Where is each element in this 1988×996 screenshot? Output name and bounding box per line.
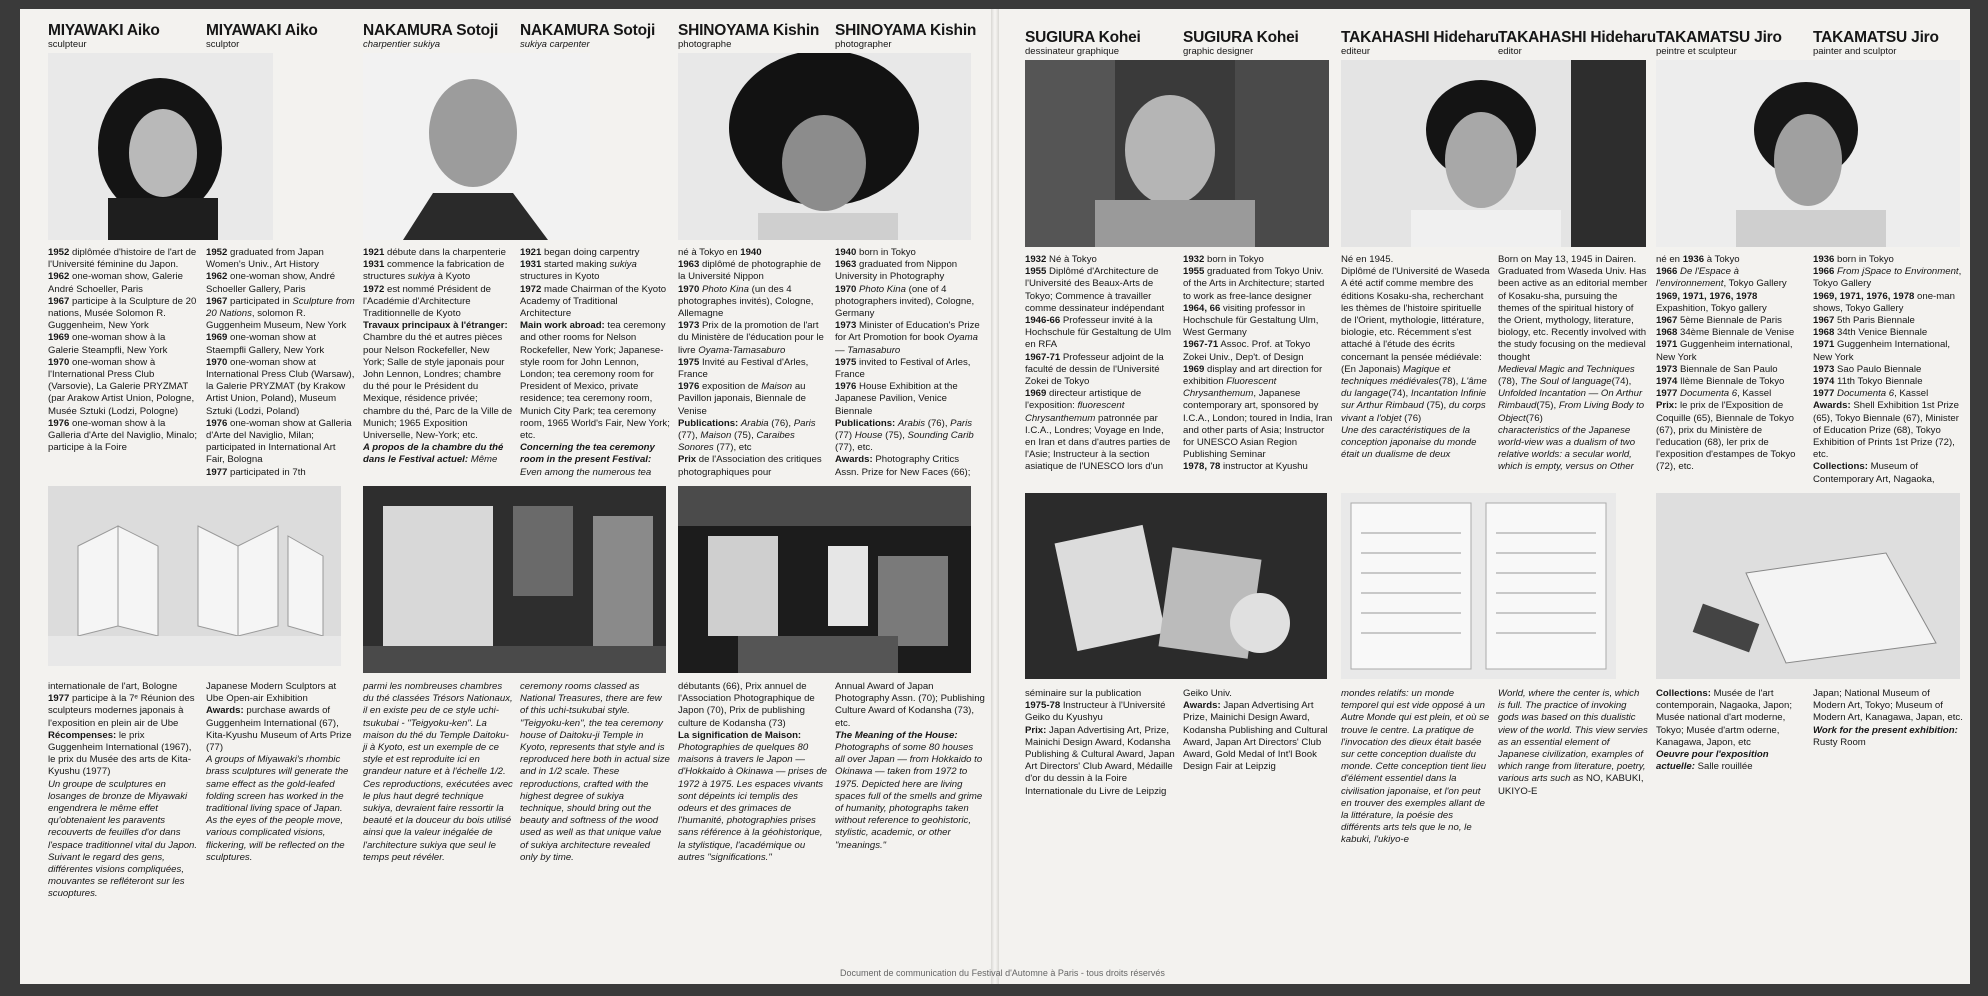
- artist-role: editor: [1498, 46, 1522, 57]
- artist-role: painter and sculptor: [1813, 46, 1897, 57]
- artist-en-heading-sugiura: [1183, 29, 1333, 57]
- artist-name: SHINOYAMA Kishin: [678, 22, 820, 39]
- bio-fr-top-shinoyama: né à Tokyo en 1940 1963 diplômé de photographie de la Université Nippon 1970 Photo Kina (un des 4 photographes invités), Cologne, Allemagne 1973 Prix de la promotion de l'art du Ministère de l'éducation pour le livre Oyama-Tamasaburo 1975 Invité au Festival d'Arles, France 1976 exposition de Maison au Pavillon japonais, Biennale de Venise Publications: Arabia (76), Paris (77), Maison (75), Caraibes Sonores (77), etc Prix de l'Association des critiques photographiques pour: [678, 247, 824, 478]
- artist-fr-heading-sugiura: [1025, 29, 1175, 57]
- portrait-takahashi: [1341, 60, 1646, 247]
- bio-fr-bottom-miyawaki: internationale de l'art, Bologne 1977 participe à la 7ᵉ Réunion des sculpteurs modernes japonais à l'exposition en plein air de Ube Récompenses: le prix Guggenheim International (1967), le prix du Musée des arts de Kita-Kyushu (1977) Un groupe de sculptures en losanges de bronze de Miyawaki engendrera le même effet qu'obtenaient les paravents recouverts de feuilles d'or dans l'espace traditionnel vital du Japon. Suivant le regard des gens, différentes visions compliquées, mouvantes se refléteront sur les scuoptures.: [48, 681, 198, 900]
- bio-fr-bottom-nakamura: parmi les nombreuses chambres du thé classées Trésors Nationaux, il en existe peu de ce style uchi-tsukubai - "Teigyoku-ken". La maison du thé du Temple Daitoku-ji à Kyoto, est un exemple de ce style et est reproduite ici en grandeur nature et à l'échelle 1/2. Ces reproductions, exécutées avec le plus haut degré technique sukiya, devraient faire ressortir la beauté et la douceur du bois utilisé ainsi que la valeur inégalée de l'architecture sukiya que seul le temps peut révéler.: [363, 681, 513, 863]
- artist-role: sculptor: [206, 39, 240, 50]
- portrait-miyawaki: [48, 53, 273, 240]
- artist-name: TAKAHASHI Hideharu: [1498, 29, 1657, 46]
- artist-fr-heading-nakamura: [363, 22, 513, 50]
- bio-fr-top-takamatsu: né en 1936 à Tokyo 1966 De l'Espace à l'environnement, Tokyo Gallery 1969, 1971, 1976, 1978 Expashition, Tokyo gallery 1967 5ème Biennale de Paris 1968 34ème Biennale de Venise 1971 Guggenheim international, New York 1973 Biennale de San Paulo 1974 Ilème Biennale de Tokyo 1977 Documenta 6, Kassel Prix: le prix de l'Exposition de Coquille (65), Biennale de Tokyo (67), prix du Ministère de l'education (68), ler prix de l'exposition d'estampes de Tokyo (72), etc.: [1656, 254, 1796, 473]
- artist-name: SUGIURA Kohei: [1025, 29, 1141, 46]
- artist-fr-heading-takamatsu: [1656, 29, 1806, 57]
- copyright-footer: Document de communication du Festival d'Automne à Paris - tous droits réservés: [840, 968, 1165, 978]
- artist-name: NAKAMURA Sotoji: [363, 22, 499, 39]
- artist-role: sculpteur: [48, 39, 87, 50]
- bio-en-bottom-nakamura: ceremony rooms classed as National Treasures, there are few of this uchi-tsukubai style. "Teigyoku-ken", the tea ceremony house of Daitoku-ji Temple in Kyoto, represents that style and is reproduced here both in actual size and in 1/2 scale. These reproductions, crafted with the highest degree of sukiya technique, should bring out the beauty and softness of the wood used as well as that unique value of sukiya architecture revealed only by time.: [520, 681, 670, 863]
- bio-fr-bottom-sugiura: séminaire sur la publication 1975-78 Instructeur à l'Université Geiko du Kyushyu Prix: Japan Advertising Art, Prize, Mainichi Design Award, Kodansha Publishing & Cultural Award, Japan Art Directors' Club Award, Médaille d'or du dessin à la Foire Internationale du Livre de Leipzig: [1025, 688, 1175, 797]
- portrait-shinoyama: [678, 53, 971, 240]
- bio-en-bottom-takamatsu: Japan; National Museum of Modern Art, Tokyo; Museum of Modern Art, Kanagawa, Japan, etc. Work for the present exhibition: Rusty Room: [1813, 688, 1963, 748]
- artist-fr-heading-shinoyama: [678, 22, 828, 50]
- artist-role: dessinateur graphique: [1025, 46, 1120, 57]
- artist-name: NAKAMURA Sotoji: [520, 22, 656, 39]
- artist-role: graphic designer: [1183, 46, 1254, 57]
- artist-role: peintre et sculpteur: [1656, 46, 1737, 57]
- artist-en-heading-shinoyama: [835, 22, 985, 50]
- artwork-nakamura-tea-room: [363, 486, 666, 673]
- artist-role: photographer: [835, 39, 892, 50]
- artist-role: editeur: [1341, 46, 1371, 57]
- artist-name: TAKAMATSU Jiro: [1813, 29, 1939, 46]
- bio-en-top-takamatsu: 1936 born in Tokyo 1966 From jSpace to Environment, Tokyo Gallery 1969, 1971, 1976, 1978 one-man shows, Tokyo Gallery 1967 5th Paris Biennale 1968 34th Venice Biennale 1971 Guggenheim International, New York 1973 Sao Paulo Biennale 1974 11th Tokyo Biennale 1977 Documenta 6, Kassel Awards: Shell Exhibition 1st Prize (65), Tokyo Biennale (67), Minister of Education Prize (68), Tokyo Exhibition of Prints 1st Prize (72), etc. Collections: Museum of Contemporary Art, Nagaoka,: [1813, 254, 1962, 485]
- artwork-sugiura-books: [1025, 493, 1327, 679]
- portrait-sugiura: [1025, 60, 1329, 247]
- bio-fr-bottom-takahashi: mondes relatifs: un monde temporel qui est vide opposé à un Autre Monde qui est plein, et où se trouve le centre. La pratique de l'invocation des dieux était basée sur cette conception dualiste du monde. Cette conception tient lieu d'élément essentiel dans la civilisation japonaise, et l'on peut en trouver des exemples allant de la littérature, la poésie des différents arts tels que le no, le kabuki, l'ukiyo-e: [1341, 688, 1490, 846]
- artwork-shinoyama-house: [678, 486, 971, 673]
- artwork-takahashi-pages: [1341, 493, 1616, 679]
- bio-fr-top-sugiura: 1932 Né à Tokyo 1955 Diplômé d'Architecture de l'Université des Beaux-Arts de Tokyo; Commence à travailler comme dessinateur indépendant 1946-66 Professeur invité à la Hochschule für Gestaltung de Ulm en RFA 1967-71 Professeur adjoint de la faculté de dessin de l'Université Zokei de Tokyo 1969 directeur artistique de l'exposition: fluorescent Chrysanthemum patronnée par I.C.A., Londres; Voyage en Inde, en Iran et dans d'autres parties de l'Asie; Instructeur à la section asiatique de l'UNESCO lors d'un: [1025, 254, 1172, 473]
- bio-fr-top-miyawaki: 1952 diplômée d'histoire de l'art de l'Université féminine du Japon. 1962 one-woman show, Galerie André Schoeller, Paris 1967 participe à la Sculpture de 20 nations, Musée Solomon R. Guggenheim, New York 1969 one-woman show à la Galerie Steampfli, New York 1970 one-woman show à l'International Press Club (Varsovie), La Galerie PRYZMAT (par Arakow Artist Union, Pologne, Musée Sztuki (Lodzi, Pologne) 1976 one-woman show à la Galleria d'Arte del Naviglio, Minalo; participe à la Foire: [48, 247, 198, 454]
- artwork-miyawaki-sculpture: [48, 486, 341, 666]
- bio-fr-top-takahashi: Né en 1945. Diplômé de l'Université de Waseda A été actif comme membre des éditions Kosaku-sha, recherchant les thèmes de l'histoire spirituelle de l'Orient, mythologie, littérature, biologie, etc. Récemment s'est attaché à l'étude des écrits concernant la pensée médiévale: (En Japonais) Magique et techniques médiévales(78), L'âme du langage(74), Incantation Infinie sur Arthur Rimbaud (75), du corps vivant a l'objet (76) Une des caractéristiques de la conception japonaise du monde était un dualisme de deux: [1341, 254, 1490, 461]
- bio-en-top-shinoyama: 1940 born in Tokyo 1963 graduated from Nippon University in Photography 1970 Photo Kina (one of 4 photographers invited), Cologne, Germany 1973 Minister of Education's Prize for Art Promotion for book Oyama — Tamasaburo 1975 invited to Festival of Arles, France 1976 House Exhibition at the Japanese Pavilion, Venice Biennale Publications: Arabis (76), Paris (77) House (75), Sounding Carib (77), etc. Awards: Photography Critics Assn. Prize for New Faces (66);: [835, 247, 980, 478]
- artist-role: charpentier sukiya: [363, 39, 441, 50]
- artist-en-heading-takamatsu: [1813, 29, 1963, 57]
- artist-fr-heading-miyawaki: [48, 22, 198, 50]
- artist-name: SUGIURA Kohei: [1183, 29, 1299, 46]
- artist-role: sukiya carpenter: [520, 39, 590, 50]
- artist-name: MIYAWAKI Aiko: [48, 22, 160, 39]
- bio-fr-top-nakamura: 1921 débute dans la charpenterie 1931 commence la fabrication de structures sukiya à Kyoto 1972 est nommé Président de l'Académie d'Architecture Traditionnelle de Kyoto Travaux principaux à l'étranger: Chambre du thé et autres pièces pour Nelson Rockefeller, New York; Salle de style japonais pour John Lennon, Londres; chambre du thé pour le Président du Mexique, résidence privée; chambre du thé, Parc de la Ville de Munich; 1965 Exposition Universelle, New-York; etc. A propos de la chambre du thé dans le Festival actuel: Même: [363, 247, 513, 466]
- artist-name: TAKAHASHI Hideharu: [1341, 29, 1500, 46]
- bio-en-top-sugiura: 1932 born in Tokyo 1955 graduated from Tokyo Univ. of the Arts in Architecture; started to work as free-lance designer 1964, 66 visiting professor in Hochschule für Gestaltung Ulm, West Germany 1967-71 Assoc. Prof. at Tokyo Zokei Univ., Dep't. of Design 1969 display and art direction for exhibition Fluorescent Chrysanthemum, Japanese contemporary art, sponsored by I.C.A., London; toured in India, Iran and other parts of Asia; Instructor for UNESCO Asian Region Publishing Seminar 1978, 78 instructor at Kyushu: [1183, 254, 1333, 473]
- artist-name: MIYAWAKI Aiko: [206, 22, 318, 39]
- artist-en-heading-miyawaki: [206, 22, 356, 50]
- bio-fr-bottom-shinoyama: débutants (66), Prix annuel de l'Association Photographique de Japon (70), Prix de publishing culture de Kodansha (73) La signification de Maison: Photographies de quelques 80 maisons à travers le Japon — d'Hokkaido à Okinawa — prises de 1972 à 1975. Les espaces vivants sont dépeints ici templis des odeurs et des grimaces de l'humanité, photographies prises sans référence à la géohistorique, la stylistique, l'académique ou autres "significations.": [678, 681, 828, 863]
- bio-en-bottom-takahashi: World, where the center is, which is full. The practice of invoking gods was based on this dualistic view of the world. This view servies as an essential element of Japanese civilization, examples of which range from literature, poetry, various arts such as NO, KABUKI, UKIYO-E: [1498, 688, 1648, 797]
- artwork-takamatsu-rusty-room: [1656, 493, 1960, 679]
- bio-en-bottom-sugiura: Geiko Univ. Awards: Japan Advertising Art Prize, Mainichi Design Award, Kodansha Publishing and Cultural Award, Japan Art Directors' Club Award, Gold Medal of Int'l Book Design Fair at Leipzig: [1183, 688, 1328, 773]
- bio-en-bottom-shinoyama: Annual Award of Japan Photography Assn. (70); Publishing Culture Award of Kodansha (73), etc. The Meaning of the House: Photographs of some 80 houses all over Japan — from Hokkaido to Okinawa — taken from 1972 to 1975. Depicted here are living spaces full of the smells and grime of humanity, photographs taken without reference to geohistoric, stylistic, academic, or other "meanings.": [835, 681, 985, 851]
- book-gutter: [991, 9, 999, 984]
- bio-en-top-takahashi: Born on May 13, 1945 in Dairen. Graduated from Waseda Univ. Has been active as an editorial member of Kosaku-sha, pursuing the themes of the spiritual history of the Orient, mythology, literature, biology, etc. Recently involved with the study focusing on the medieval thought Medieval Magic and Techniques (78), The Soul of language(74), Unfolded Incantation — On Arthur Rimbaud(75), From Living Body to Object(76) characteristics of the Japanese world-view was a dualism of two relative worlds: a secular world, which is empty, versus on Other: [1498, 254, 1648, 473]
- artist-fr-heading-takahashi: [1341, 29, 1500, 57]
- bio-en-bottom-miyawaki: Japanese Modern Sculptors at Ube Open-air Exhibition Awards: purchase awards of Guggenheim International (67), Kita-Kyushu Museum of Arts Prize (77) A groups of Miyawaki's rhombic brass sculptures will generate the same effect as the gold-leafed folding screen has worked in the traditional living space of Japan. As the eyes of the people move, various complicated visions, flickering, will be reflected on the sculptures.: [206, 681, 352, 863]
- bio-en-top-miyawaki: 1952 graduated from Japan Women's Univ., Art History 1962 one-woman show, André Schoeller Gallery, Paris 1967 participated in Sculpture from 20 Nations, solomon R. Guggenheim Museum, New York 1969 one-woman show at Staempfli Gallery, New York 1970 one-woman show at International Press Club (Warsaw), la Galerie PRYZMAT (by Krakow Artist Union, Poland), Museum Sztuki (Lodzi, Poland) 1976 one-woman show at Galleria d'Arte del Naviglio, Milan; participated in International Art Fair, Bologna 1977 participated in 7th: [206, 247, 355, 478]
- portrait-nakamura: [363, 53, 590, 240]
- artist-name: SHINOYAMA Kishin: [835, 22, 977, 39]
- artist-en-heading-nakamura: [520, 22, 670, 50]
- artist-en-heading-takahashi: [1498, 29, 1657, 57]
- artist-role: photographe: [678, 39, 732, 50]
- bio-fr-bottom-takamatsu: Collections: Musée de l'art contemporain, Nagaoka, Japon; Musée national d'art moderne, Tokyo; Musée d'artm oderne, Kanagawa, Japon, etc Oeuvre pour l'exposition actuelle: Salle rouillée: [1656, 688, 1792, 773]
- bio-en-top-nakamura: 1921 began doing carpentry 1931 started making sukiya structures in Kyoto 1972 made Chairman of the Kyoto Academy of Traditional Architecture Main work abroad: tea ceremony and other rooms for Nelson Rockefeller, New York; Japanese-style room for John Lennon, London; tea ceremony room for President of Mexico, private residence; tea ceremony room, Munich City Park; tea ceremony room, 1965 World's Fair, New York; etc. Concerning the tea ceremony room in the present Festival: Even among the numerous tea: [520, 247, 670, 478]
- artist-name: TAKAMATSU Jiro: [1656, 29, 1782, 46]
- portrait-takamatsu: [1656, 60, 1960, 247]
